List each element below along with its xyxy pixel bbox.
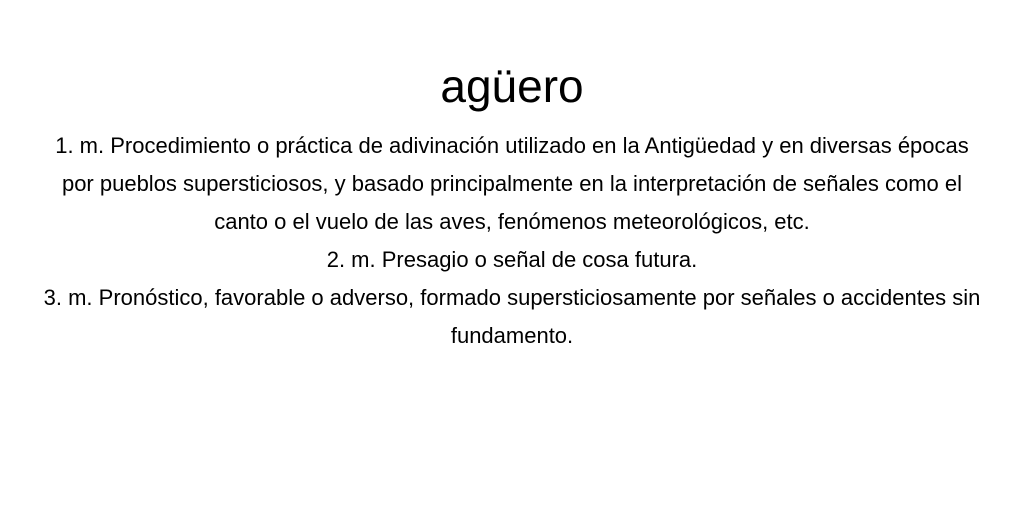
definition-2: 2. m. Presagio o señal de cosa futura. [326,247,698,272]
definition-1: 1. m. Procedimiento o práctica de adivinación utilizado en la Antigüedad y en diversas épocas por pueblos supersticiosos, y basado principalmente en la interpretación de señales como el canto o el vuelo de las aves, fenómenos meteorológicos, etc. [55,133,969,234]
definition-3: 3. m. Pronóstico, favorable o adverso, formado supersticiosamente por señales o accidentes sin fundamento. [43,285,981,348]
definition-list [40,127,984,355]
headword: agüero [440,60,584,112]
